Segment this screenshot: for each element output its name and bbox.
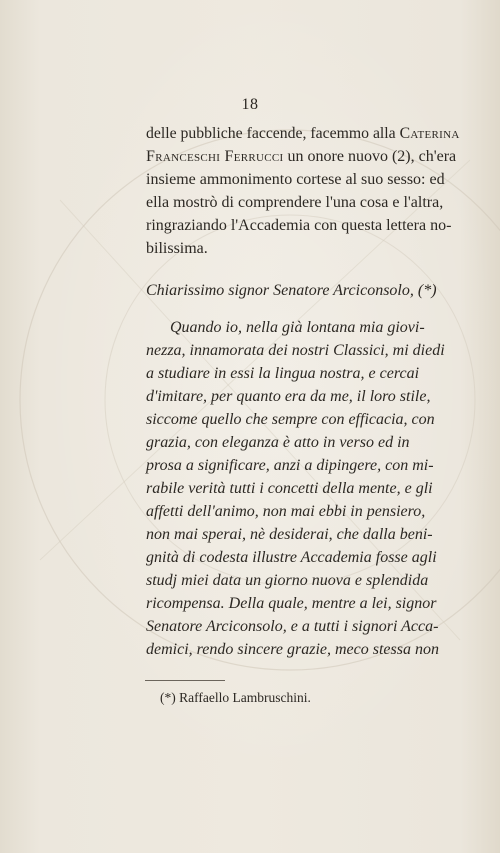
letter-line: gnità di codesta illustre Accademia fosse agli	[146, 549, 437, 566]
letter-line: d'imitare, per quanto era da me, il loro stile,	[146, 388, 431, 405]
letter-line: a studiare in essi la lingua nostra, e cercai	[146, 365, 420, 382]
body-line-3: insieme ammonimento cortese al suo sesso: ed	[146, 171, 445, 188]
letter-line: affetti dell'animo, non mai ebbi in pensiero,	[146, 503, 426, 520]
name-caterina: Caterina	[399, 125, 460, 142]
footnote-rule	[145, 680, 225, 681]
body-line-6: bilissima.	[146, 240, 208, 257]
letter-line: studj miei data un giorno nuova e splendida	[146, 572, 429, 589]
letter-line: nezza, innamorata dei nostri Classici, mi diedi	[146, 342, 445, 359]
letter-line: rabile verità tutti i concetti della mente, e gli	[146, 480, 433, 497]
name-franceschi-ferrucci: Franceschi Ferrucci	[146, 148, 284, 165]
body-line-1: delle pubbliche faccende, facemmo alla Caterina	[146, 125, 460, 142]
letter-line: grazia, con eleganza è atto in verso ed in	[146, 434, 410, 451]
body-line-4: ella mostrò di comprendere l'una cosa e l'altra,	[146, 194, 444, 211]
page-number: 18	[241, 96, 259, 113]
letter-line: demici, rendo sincere grazie, meco stessa non	[146, 641, 439, 658]
letter-salutation: Chiarissimo signor Senatore Arciconsolo, (*)	[146, 282, 437, 299]
body-line-2: Franceschi Ferrucci un onore nuovo (2), ch'era	[146, 148, 457, 165]
letter-line: siccome quello che sempre con efficacia, con	[146, 411, 435, 428]
letter-line: non mai sperai, nè desiderai, che dalla beni-	[146, 526, 433, 543]
letter-line: prosa a significare, anzi a dipingere, con mi-	[146, 457, 434, 474]
letter-line: Senatore Arciconsolo, e a tutti i signori Acca-	[146, 618, 439, 635]
letter-line: ricompensa. Della quale, mentre a lei, signor	[146, 595, 437, 612]
footnote: (*) Raffaello Lambruschini.	[160, 690, 311, 705]
body-line-5: ringraziando l'Accademia con questa lettera no-	[146, 217, 452, 234]
letter-line: Quando io, nella già lontana mia giovi-	[170, 319, 425, 336]
